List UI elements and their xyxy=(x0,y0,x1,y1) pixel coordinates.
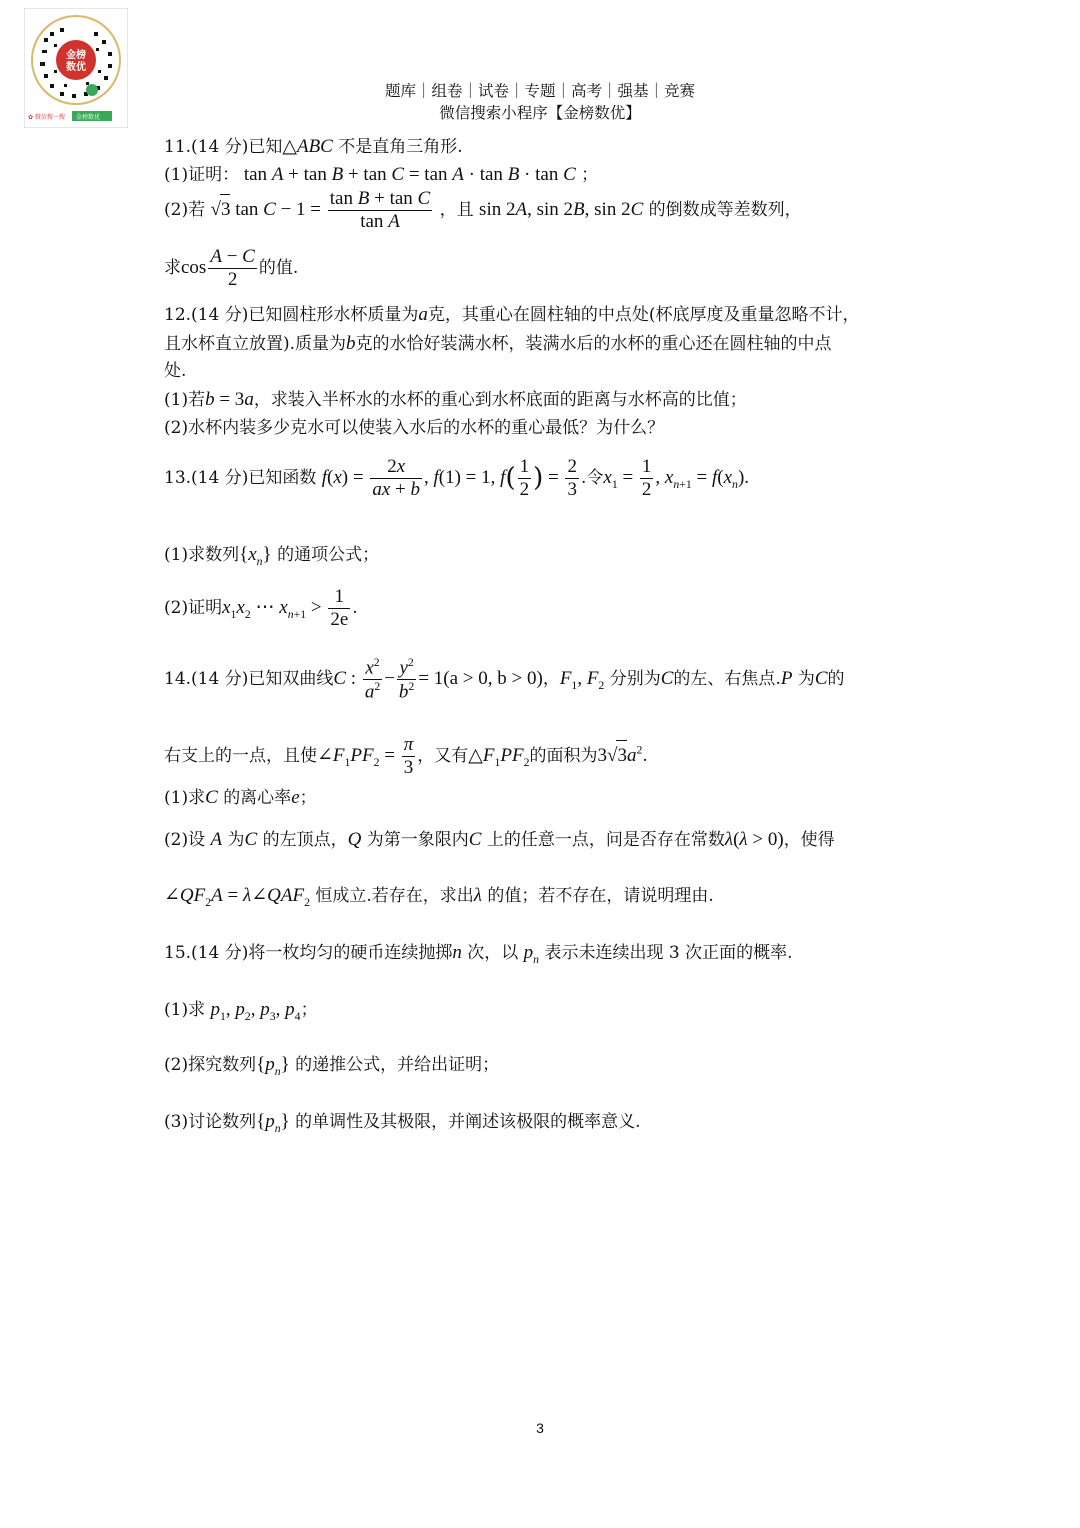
svg-text:数优: 数优 xyxy=(66,62,86,73)
q14-line2: 右支上的一点，且使$\angle F_1PF_2$ = $\frac{\pi}{3}$ ，又有$\triangle F_1PF_2$的面积为$3√3a^2$. xyxy=(164,734,648,778)
q11-intro: 11.(14 分)已知△ABC 不是直角三角形. xyxy=(164,136,463,157)
q11-part2: (2)若 √3 tan C − 1 = $\frac{\text{tan B + tan C}}{\text{tan A}}$ ，且 sin 2A, sin 2B, sin 2C 的倒数成等差数列， xyxy=(164,188,802,232)
q15-part2: (2)探究数列$\{p_n\}$ 的递推公式，并给出证明； xyxy=(164,1054,500,1078)
header-mini-program: 微信搜索小程序【金榜数优】 xyxy=(439,104,641,122)
q12-line2: 且水杯直立放置).质量为b克的水恰好装满水杯，装满水后的水杯的重心还在圆柱轴的中点 xyxy=(164,333,832,354)
q15-part3: (3)讨论数列$\{p_n\}$ 的单调性及其极限，并阐述该极限的概率意义. xyxy=(164,1111,641,1135)
q14-part2: (2)设 A 为C 的左顶点，Q 为第一象限内C 上的任意一点，问是否存在常数λ(λ > 0)，使得 xyxy=(164,829,835,850)
q15-intro: 15.(14 分)将一枚均匀的硬币连续抛掷n 次，以 $p_n$ 表示未连续出现 3 次正面的概率. xyxy=(164,942,793,966)
q11-part1: (1)证明： tan A + tan B + tan C = tan A · tan B · tan C ； xyxy=(164,164,599,185)
q14-part2-line2: $\angle QF_2A$ = $\lambda\angle QAF_2$ 恒成立.若存在，求出λ 的值；若不存在，请说明理由. xyxy=(164,885,714,909)
svg-text:✿ 微信搜一搜: ✿ 微信搜一搜 xyxy=(28,114,65,121)
q11-part3: 求cos $\frac{A - C}{2}$ 的值. xyxy=(164,246,299,290)
q13-part2: (2)证明$x_1x_2$ ⋯ $x_{n+1}$ > $\frac{1}{2e}$ . xyxy=(164,586,358,630)
svg-text:金榜数优: 金榜数优 xyxy=(76,114,101,121)
q12-part1: (1)若b = 3a，求装入半杯水的水杯的重心到水杯底面的距离与水杯高的比值； xyxy=(164,389,747,410)
q12-line1: 12.(14 分)已知圆柱形水杯质量为a克，其重心在圆柱轴的中点处(杯底厚度及重量忽略不计， xyxy=(164,304,860,325)
q13-part1: (1)求数列$\{x_n\}$ 的通项公式； xyxy=(164,544,380,568)
q12-part2: (2)水杯内装多少克水可以使装入水后的水杯的重心最低？为什么？ xyxy=(164,418,665,438)
q15-part1: (1)求 $p_1$, $p_2$, $p_3$, $p_4$； xyxy=(164,999,318,1023)
svg-text:金榜: 金榜 xyxy=(66,50,86,61)
q12-line3: 处. xyxy=(164,361,187,381)
q14-intro: 14.(14 分)已知双曲线C : $\frac{x^2}{a^2}$ − $\frac{y^2}{b^2}$ = 1(a > 0, b > 0)，$F_1$, $F_2$ 分别为C的左、右焦点.P 为C的 xyxy=(164,656,845,703)
page-number: 3 xyxy=(536,1420,544,1436)
q14-part1: (1)求C 的离心率e； xyxy=(164,787,317,808)
q13-intro: 13.(14 分)已知函数 f(x) = $\frac{2x}{ax + b}$ , f(1) = 1, f( $\frac{1}{2}$ ) = $\frac{2}{3}$ .令$x_1$ = $\frac{1}{2}$ , $x_{n+1} = f(x_n)$. xyxy=(164,456,750,500)
header-nav: 题库｜组卷｜试卷｜专题｜高考｜强基｜竞赛 xyxy=(384,82,695,100)
